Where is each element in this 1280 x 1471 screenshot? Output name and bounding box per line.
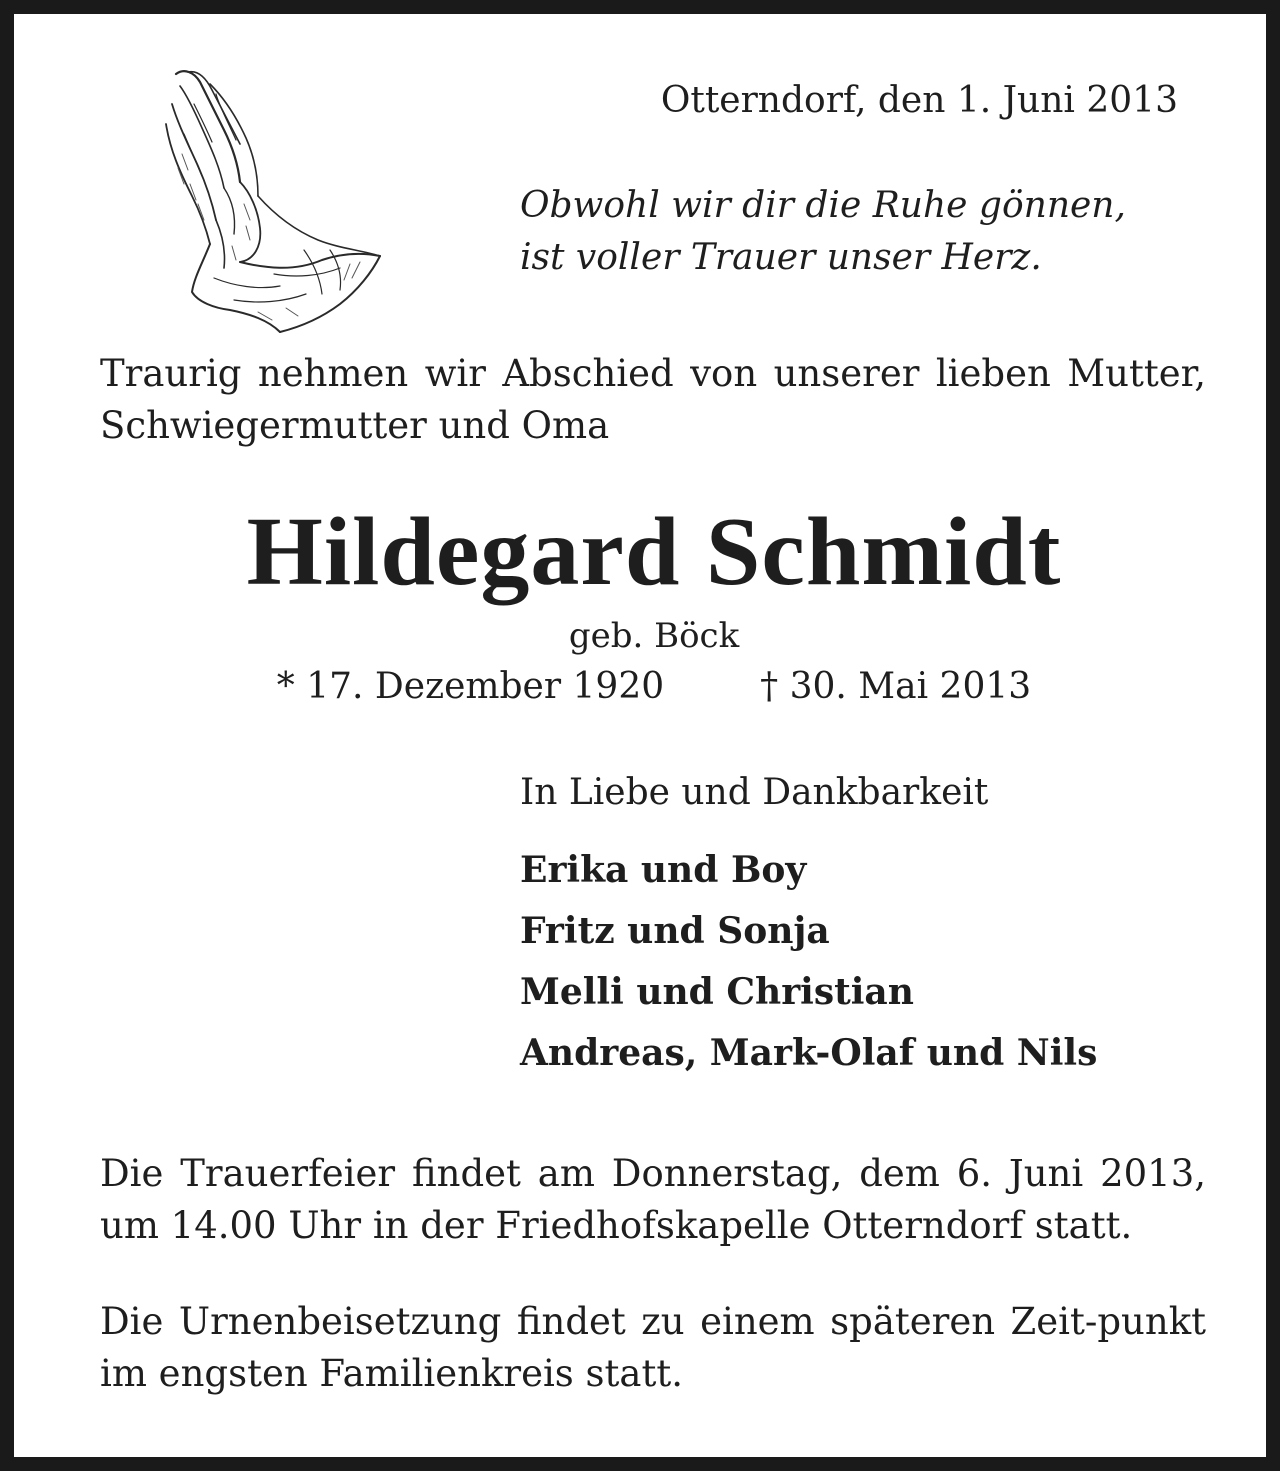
burial-text: Die Urnenbeisetzung findet zu einem späteren Zeit-punkt im engsten Familienkreis statt. <box>100 1300 1206 1395</box>
mourner-name: Melli und Christian <box>520 971 914 1013</box>
motto-line: Obwohl wir dir die Ruhe gönnen, <box>520 185 1126 226</box>
service-text: Die Trauerfeier findet am Donnerstag, dem 6. Juni 2013, um 14.00 Uhr in der Friedhofskapelle Otterndorf statt. <box>100 1152 1206 1247</box>
mourning-heading: In Liebe und Dankbarkeit <box>520 772 989 813</box>
place-date: Otterndorf, den 1. Juni 2013 <box>660 80 1178 121</box>
life-dates <box>14 666 1280 707</box>
birth-name: geb. Böck <box>568 616 740 656</box>
praying-hands-icon <box>154 64 394 339</box>
deceased-name: Hildegard Schmidt <box>246 498 1062 606</box>
mourner-name: Fritz und Sonja <box>520 910 830 952</box>
motto <box>520 180 1126 284</box>
mourner-name: Erika und Boy <box>520 849 807 891</box>
intro-text: Traurig nehmen wir Abschied von unserer lieben Mutter, Schwiegermutter und Oma <box>100 352 1206 447</box>
motto-line: ist voller Trauer unser Herz. <box>520 237 1042 278</box>
birth-date: * 17. Dezember 1920 <box>276 666 665 707</box>
mourners-list <box>520 840 1097 1084</box>
mourner-name: Andreas, Mark-Olaf und Nils <box>520 1032 1098 1074</box>
death-date: † 30. Mai 2013 <box>760 666 1032 707</box>
